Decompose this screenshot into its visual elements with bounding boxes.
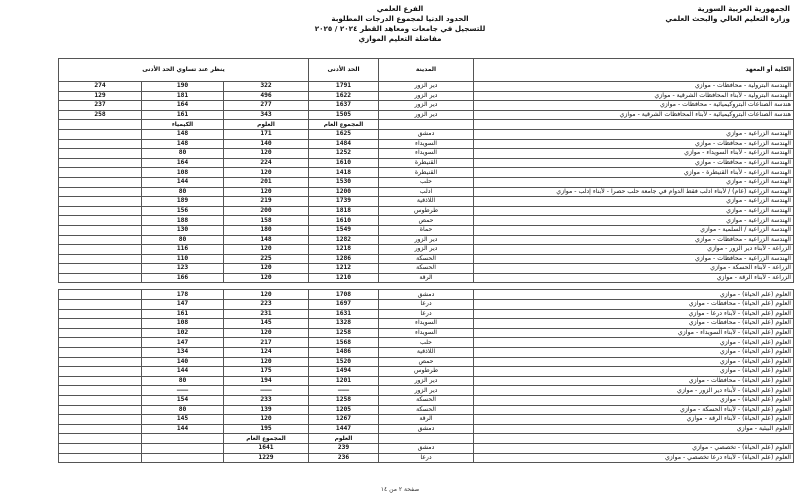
empty-cell: [59, 264, 142, 274]
college-name: الهندسة الزراعية - موازي: [474, 206, 794, 216]
college-name: هندسة الصناعات البتروكيميائية - محافظات - موازي: [474, 101, 794, 111]
tie-value: 158: [224, 216, 309, 226]
city-cell: درعا: [379, 309, 474, 319]
empty-cell: [59, 245, 142, 255]
city-cell: السويداء: [379, 149, 474, 159]
city-cell: حماة: [379, 225, 474, 235]
city-cell: دير الزور: [379, 245, 474, 255]
empty-cell: [59, 376, 142, 386]
tie-value: 145: [142, 415, 224, 425]
table-row: [59, 328, 794, 338]
college-name: الهندسة الزراعية - محافظات - موازي: [474, 254, 794, 264]
tie-value: 496: [224, 91, 309, 101]
empty-cell: [59, 158, 142, 168]
tie-value: 144: [142, 177, 224, 187]
min-score: 1530: [309, 177, 379, 187]
tie-value: 80: [142, 405, 224, 415]
empty-cell: [142, 453, 224, 463]
college-name: العلوم (علم الحياة) - لأبناء درعا تخصصي - موازي: [474, 453, 794, 463]
city-cell: طرطوس: [379, 206, 474, 216]
tie-value: 322: [224, 82, 309, 92]
tie-value: 102: [142, 328, 224, 338]
tie-value: 120: [224, 168, 309, 178]
college-name: العلوم (علم الحياة) - لأبناء درعا - موازي: [474, 309, 794, 319]
empty-cell: [59, 177, 142, 187]
min-score: 1520: [309, 357, 379, 367]
tie-value: 161: [142, 110, 224, 120]
tie-value: 200: [224, 206, 309, 216]
tie-value: 1229: [224, 453, 309, 463]
city-cell: اللاذقية: [379, 348, 474, 358]
city-cell: دير الزور: [379, 91, 474, 101]
empty-cell: [142, 443, 224, 453]
min-score: 1200: [309, 187, 379, 197]
tie-value: 190: [142, 82, 224, 92]
city-cell: دير الزور: [379, 110, 474, 120]
republic-name: الجمهورية العربية السورية: [697, 4, 790, 13]
city-cell: الحسكة: [379, 405, 474, 415]
empty-cell: [474, 434, 794, 444]
tie-value: 144: [142, 367, 224, 377]
col-min: الحد الأدنى: [309, 59, 379, 82]
empty-cell: [379, 434, 474, 444]
min-score: 1486: [309, 348, 379, 358]
tie-value: 277: [224, 101, 309, 111]
college-name: العلوم (علم الحياة) - موازي: [474, 396, 794, 406]
table-row: [59, 254, 794, 264]
tie-value: 108: [142, 319, 224, 329]
empty-cell: [59, 415, 142, 425]
empty-cell: [59, 273, 142, 283]
tie-value: 233: [224, 396, 309, 406]
sub-header-row: [59, 120, 794, 130]
tie-value: 189: [142, 197, 224, 207]
table-row: [59, 245, 794, 255]
city-cell: الحسكة: [379, 396, 474, 406]
tie-value: 175: [224, 367, 309, 377]
tie-value: 120: [224, 264, 309, 274]
tie-value: 258: [59, 110, 142, 120]
city-cell: دير الزور: [379, 386, 474, 396]
empty-cell: [59, 187, 142, 197]
document-title: [0, 4, 800, 44]
empty-cell: [59, 338, 142, 348]
empty-cell: [59, 168, 142, 178]
table-row: [59, 348, 794, 358]
tie-value: 171: [224, 129, 309, 139]
city-cell: السويداء: [379, 139, 474, 149]
table-row: [59, 300, 794, 310]
min-score: 1212: [309, 264, 379, 274]
city-cell: ادلب: [379, 187, 474, 197]
college-name: العلوم (علم الحياة) - موازي: [474, 357, 794, 367]
admissions-table-sheet: [58, 58, 793, 463]
college-name: الهندسة البترولية - محافظات - موازي: [474, 82, 794, 92]
tie-value: 237: [59, 101, 142, 111]
min-score: 1258: [309, 328, 379, 338]
table-row: [59, 264, 794, 274]
tie-value: 120: [224, 357, 309, 367]
empty-cell: [59, 405, 142, 415]
col-city: المدينة: [379, 59, 474, 82]
tie-value: 231: [224, 309, 309, 319]
min-score: 1218: [309, 245, 379, 255]
tie-value: 123: [142, 264, 224, 274]
sub-header-sciences: العلوم: [309, 434, 379, 444]
tie-value: 148: [142, 139, 224, 149]
tie-value: 124: [224, 348, 309, 358]
college-name: الهندسة الزراعية - محافظات - موازي: [474, 235, 794, 245]
tie-value: 223: [224, 300, 309, 310]
tie-value: 154: [142, 396, 224, 406]
college-name: العلوم (علم الحياة) - موازي: [474, 290, 794, 300]
table-row: [59, 149, 794, 159]
tie-value: 147: [142, 338, 224, 348]
empty-cell: [59, 386, 142, 396]
min-score: 1252: [309, 149, 379, 159]
min-score: ———: [309, 386, 379, 396]
tie-value: 120: [224, 273, 309, 283]
tie-value: 145: [224, 319, 309, 329]
empty-cell: [59, 120, 142, 130]
min-score: 1505: [309, 110, 379, 120]
tie-value: 120: [224, 245, 309, 255]
table-row: [59, 415, 794, 425]
tie-value: 164: [142, 101, 224, 111]
tie-value: 116: [142, 245, 224, 255]
table-row: [59, 139, 794, 149]
empty-cell: [59, 434, 142, 444]
empty-cell: [59, 149, 142, 159]
city-cell: الحسكة: [379, 264, 474, 274]
college-name: العلوم (علم الحياة) - لأبناء السويداء - موازي: [474, 328, 794, 338]
tie-value: 188: [142, 216, 224, 226]
tie-value: 80: [142, 235, 224, 245]
tie-value: 80: [142, 376, 224, 386]
table-row: [59, 177, 794, 187]
tie-value: ———: [142, 386, 224, 396]
city-cell: القنيطرة: [379, 168, 474, 178]
college-name: العلوم (علم الحياة) - تخصصي - موازي: [474, 443, 794, 453]
min-score: 1697: [309, 300, 379, 310]
tie-value: 194: [224, 376, 309, 386]
min-score: 1484: [309, 139, 379, 149]
tie-value: 161: [142, 309, 224, 319]
min-score: 1622: [309, 91, 379, 101]
sub-header-sciences: العلوم: [224, 120, 309, 130]
tie-value: 147: [142, 300, 224, 310]
min-score: 1631: [309, 309, 379, 319]
city-cell: حلب: [379, 338, 474, 348]
table-row: [59, 225, 794, 235]
tie-value: 217: [224, 338, 309, 348]
empty-cell: [59, 206, 142, 216]
college-name: العلوم (علم الحياة) - محافظات - موازي: [474, 319, 794, 329]
city-cell: دمشق: [379, 290, 474, 300]
table-row: [59, 290, 794, 300]
table-row: [59, 91, 794, 101]
tie-value: 140: [224, 139, 309, 149]
min-score: 239: [309, 443, 379, 453]
college-name: الهندسة الزراعية - لأبناء السويداء - موازي: [474, 149, 794, 159]
city-cell: درعا: [379, 300, 474, 310]
table-row: [59, 309, 794, 319]
tie-value: 120: [224, 187, 309, 197]
college-name: هندسة الصناعات البتروكيميائية - لأبناء المحافظات الشرقية - موازي: [474, 110, 794, 120]
year-title: للتسجيل في جامعات ومعاهد القطر ٢٠٢٤ / ٢٠٢٥: [314, 24, 486, 33]
empty-cell: [59, 348, 142, 358]
empty-cell: [59, 254, 142, 264]
col-tie: ينظر عند تساوي الحد الأدنى: [59, 59, 309, 82]
tie-value: 80: [142, 149, 224, 159]
tie-value: 129: [59, 91, 142, 101]
empty-cell: [59, 396, 142, 406]
city-cell: طرطوس: [379, 367, 474, 377]
tie-value: 134: [142, 348, 224, 358]
empty-cell: [59, 225, 142, 235]
college-name: الهندسة الزراعية - موازي: [474, 197, 794, 207]
table-row: [59, 405, 794, 415]
tie-value: 148: [224, 235, 309, 245]
empty-cell: [59, 328, 142, 338]
empty-cell: [59, 283, 794, 290]
table-row: [59, 376, 794, 386]
tie-value: 120: [224, 290, 309, 300]
city-cell: دمشق: [379, 443, 474, 453]
tie-value: 120: [224, 149, 309, 159]
table-row: [59, 386, 794, 396]
table-row: [59, 319, 794, 329]
table-row: [59, 110, 794, 120]
empty-cell: [59, 216, 142, 226]
min-score: 1625: [309, 129, 379, 139]
college-name: الهندسة الزراعية - محافظات - موازي: [474, 139, 794, 149]
min-score: 1205: [309, 405, 379, 415]
empty-cell: [59, 319, 142, 329]
college-name: العلوم (علم الحياة) - موازي: [474, 338, 794, 348]
min-score: 1610: [309, 158, 379, 168]
college-name: الزراعة - لأبناء الحسكة - موازي: [474, 264, 794, 274]
college-name: العلوم (علم الحياة) - لأبناء الحسكة - موازي: [474, 405, 794, 415]
empty-cell: [59, 309, 142, 319]
min-score: 1637: [309, 101, 379, 111]
tie-value: 130: [142, 225, 224, 235]
min-score: 1282: [309, 235, 379, 245]
tie-value: 201: [224, 177, 309, 187]
city-cell: دمشق: [379, 129, 474, 139]
college-name: الهندسة الزراعية (عام) / لأبناء ادلب فقط الدوام في جامعة حلب حصراً - لأبناء إدلب - موازي: [474, 187, 794, 197]
tie-value: 164: [142, 158, 224, 168]
college-name: العلوم (علم الحياة) - موازي: [474, 367, 794, 377]
tie-value: 108: [142, 168, 224, 178]
college-name: الهندسة الزراعية - محافظات - موازي: [474, 158, 794, 168]
college-name: الهندسة الزراعية / السلمية - موازي: [474, 225, 794, 235]
admissions-table: [58, 58, 794, 463]
min-score: 1286: [309, 254, 379, 264]
ministry-name: وزارة التعليم العالي والبحث العلمي: [665, 14, 790, 23]
tie-value: 120: [224, 328, 309, 338]
table-row: [59, 424, 794, 434]
empty-cell: [59, 129, 142, 139]
table-row: [59, 357, 794, 367]
city-cell: دير الزور: [379, 101, 474, 111]
city-cell: الحسكة: [379, 254, 474, 264]
tie-value: 225: [224, 254, 309, 264]
table-row: [59, 168, 794, 178]
min-score: 1568: [309, 338, 379, 348]
college-name: الزراعة - لأبناء دير الزور - موازي: [474, 245, 794, 255]
table-row: [59, 158, 794, 168]
college-name: العلوم (علم الحياة) - محافظات - موازي: [474, 300, 794, 310]
sub-header-chemistry: الكيمياء: [142, 120, 224, 130]
table-row: [59, 443, 794, 453]
min-score: 1267: [309, 415, 379, 425]
city-cell: دير الزور: [379, 82, 474, 92]
empty-cell: [59, 290, 142, 300]
table-row: [59, 197, 794, 207]
page-number: صفحة ٢ من ١٤: [380, 486, 420, 493]
section-separator: [59, 283, 794, 290]
tie-value: 219: [224, 197, 309, 207]
empty-cell: [59, 453, 142, 463]
tie-value: 274: [59, 82, 142, 92]
city-cell: حمص: [379, 216, 474, 226]
college-name: العلوم (علم الحياة) - لأبناء الرقة - موازي: [474, 415, 794, 425]
tie-value: 178: [142, 290, 224, 300]
college-name: العلوم (علم الحياة) - لأبناء دير الزور - موازي: [474, 386, 794, 396]
min-score: 1610: [309, 216, 379, 226]
tie-value: 1641: [224, 443, 309, 453]
college-name: الهندسة الزراعية - موازي: [474, 216, 794, 226]
empty-cell: [474, 120, 794, 130]
city-cell: الرقة: [379, 415, 474, 425]
tie-value: 166: [142, 273, 224, 283]
min-score: 1258: [309, 396, 379, 406]
sub-header-row: [59, 434, 794, 444]
table-row: [59, 82, 794, 92]
city-cell: السويداء: [379, 319, 474, 329]
tie-value: 140: [142, 357, 224, 367]
table-row: [59, 187, 794, 197]
tie-value: 156: [142, 206, 224, 216]
city-cell: درعا: [379, 453, 474, 463]
table-row: [59, 273, 794, 283]
college-name: العلوم البيئية - موازي: [474, 424, 794, 434]
limits-title: الحدود الدنيا لمجموع الدرجات المطلوبة: [331, 14, 469, 23]
sub-header-total: المجموع العام: [309, 120, 379, 130]
tie-value: 195: [224, 424, 309, 434]
tie-value: 120: [224, 415, 309, 425]
empty-cell: [59, 300, 142, 310]
tie-value: 110: [142, 254, 224, 264]
city-cell: حلب: [379, 177, 474, 187]
table-row: [59, 338, 794, 348]
city-cell: دمشق: [379, 424, 474, 434]
empty-cell: [59, 235, 142, 245]
city-cell: حمص: [379, 357, 474, 367]
table-row: [59, 216, 794, 226]
table-row: [59, 453, 794, 463]
city-cell: دير الزور: [379, 235, 474, 245]
city-cell: دير الزور: [379, 376, 474, 386]
tie-value: 343: [224, 110, 309, 120]
empty-cell: [59, 197, 142, 207]
table-row: [59, 396, 794, 406]
table-row: [59, 129, 794, 139]
min-score: 1418: [309, 168, 379, 178]
min-score: 1818: [309, 206, 379, 216]
min-score: 1447: [309, 424, 379, 434]
tie-value: 224: [224, 158, 309, 168]
min-score: 1328: [309, 319, 379, 329]
col-college: الكلية أو المعهد: [474, 59, 794, 82]
min-score: 1708: [309, 290, 379, 300]
college-name: الزراعة - لأبناء الرقة - موازي: [474, 273, 794, 283]
min-score: 1739: [309, 197, 379, 207]
min-score: 1494: [309, 367, 379, 377]
tie-value: 148: [142, 129, 224, 139]
min-score: 1549: [309, 225, 379, 235]
city-cell: الرقة: [379, 273, 474, 283]
empty-cell: [142, 434, 224, 444]
empty-cell: [379, 120, 474, 130]
tie-value: 181: [142, 91, 224, 101]
tie-value: 80: [142, 187, 224, 197]
college-name: العلوم (علم الحياة) - موازي: [474, 348, 794, 358]
program-title: مفاضلة التعليم الموازي: [358, 34, 442, 43]
empty-cell: [59, 424, 142, 434]
college-name: الهندسة الزراعية - موازي: [474, 129, 794, 139]
tie-value: 139: [224, 405, 309, 415]
min-score: 1791: [309, 82, 379, 92]
city-cell: السويداء: [379, 328, 474, 338]
tie-value: 144: [142, 424, 224, 434]
college-name: العلوم (علم الحياة) - محافظات - موازي: [474, 376, 794, 386]
tie-value: ———: [224, 386, 309, 396]
sub-header-total: المجموع العام: [224, 434, 309, 444]
empty-cell: [59, 367, 142, 377]
tie-value: 180: [224, 225, 309, 235]
min-score: 236: [309, 453, 379, 463]
college-name: الهندسة الزراعية - لأبناء القنيطرة - موازي: [474, 168, 794, 178]
empty-cell: [59, 139, 142, 149]
table-row: [59, 206, 794, 216]
table-row: [59, 235, 794, 245]
empty-cell: [59, 357, 142, 367]
branch-title: الفرع العلمي: [376, 4, 424, 13]
table-row: [59, 101, 794, 111]
table-row: [59, 367, 794, 377]
min-score: 1210: [309, 273, 379, 283]
city-cell: القنيطرة: [379, 158, 474, 168]
min-score: 1201: [309, 376, 379, 386]
college-name: الهندسة الزراعية - موازي: [474, 177, 794, 187]
empty-cell: [59, 443, 142, 453]
college-name: الهندسة البترولية - لأبناء المحافظات الشرقية - موازي: [474, 91, 794, 101]
city-cell: اللاذقية: [379, 197, 474, 207]
